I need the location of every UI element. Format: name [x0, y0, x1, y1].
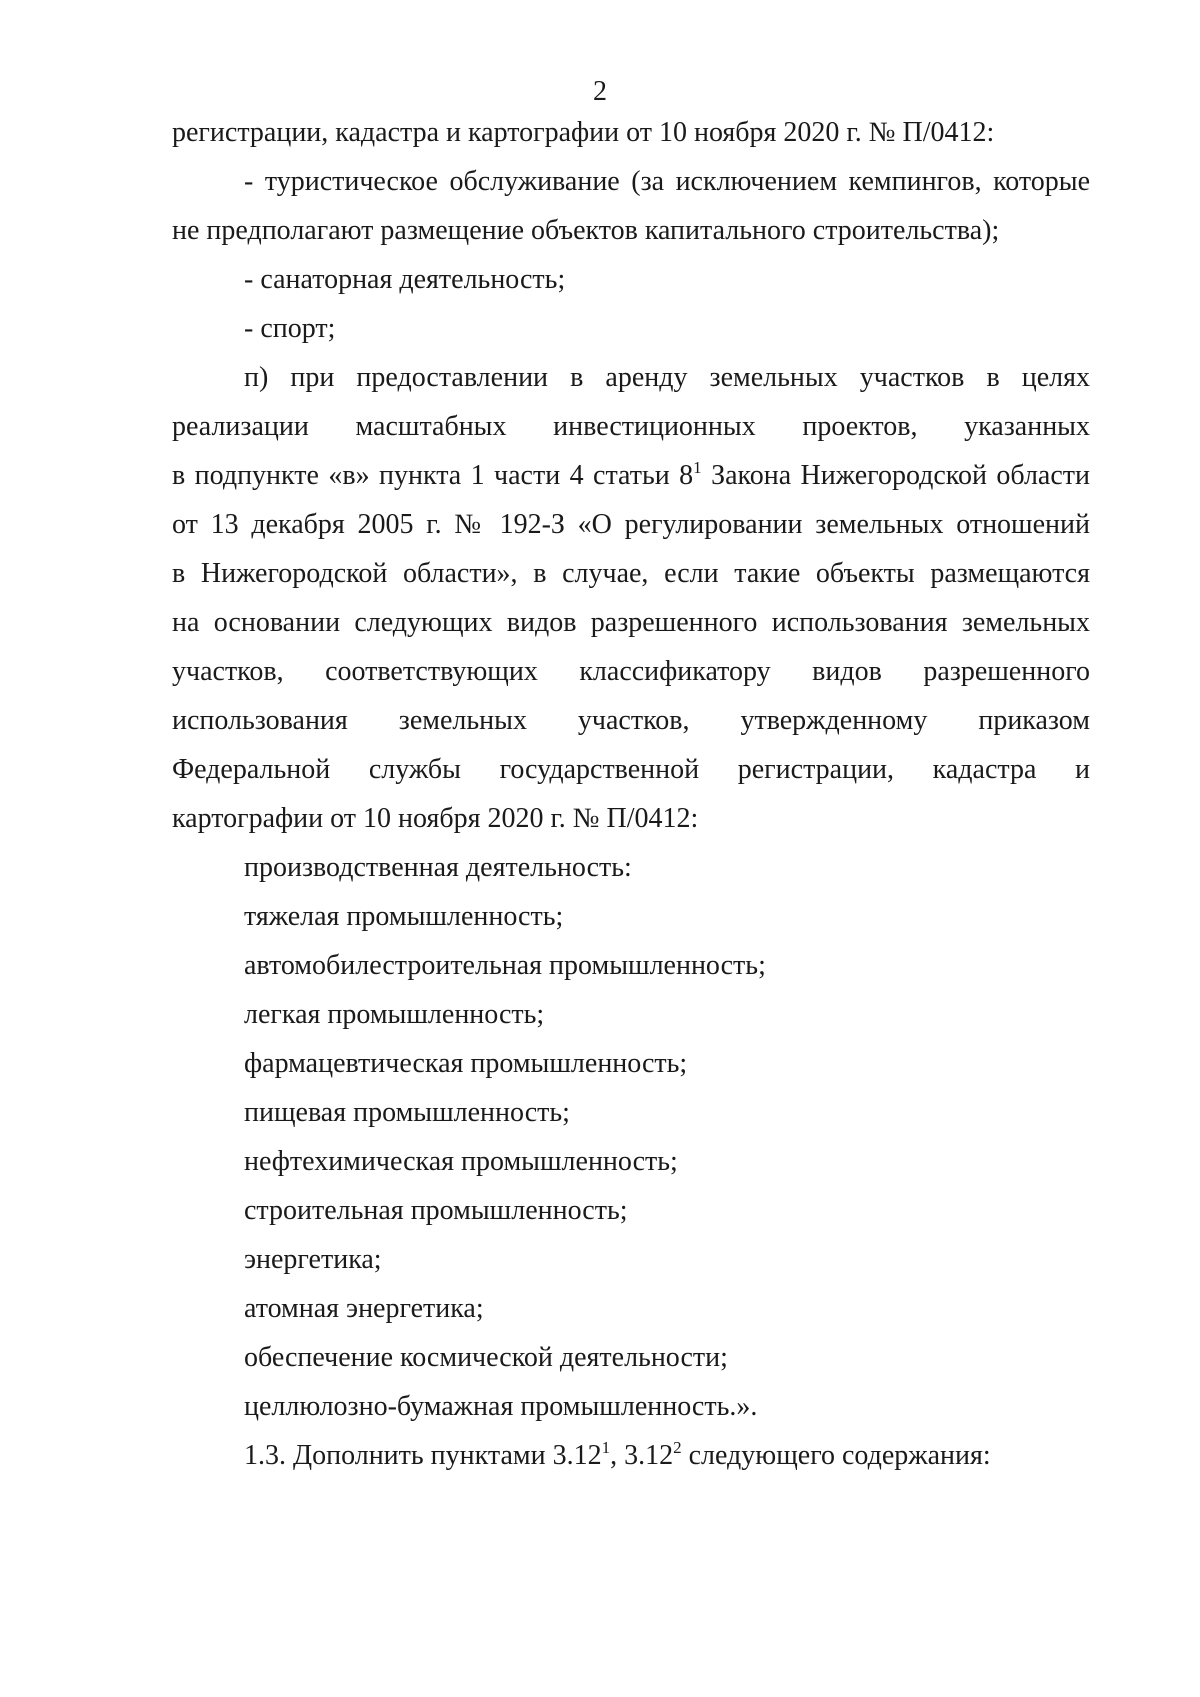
list-item: легкая промышленность;: [244, 999, 545, 1030]
superscript: 1: [693, 458, 702, 477]
section-1-3-heading: [244, 1431, 1090, 1480]
text-segment: Закона Нижегородской области: [701, 460, 1090, 491]
list-item-tourism: - туристическое обслуживание (за исключением кемпингов, которые: [244, 166, 1090, 197]
list-item-sport: - спорт;: [244, 313, 336, 344]
text-line: Федеральной службы государственной регистрации, кадастра и: [172, 754, 1090, 785]
list-item: энергетика;: [244, 1244, 382, 1275]
text-line: регистрации, кадастра и картографии от 10 ноября 2020 г. № П/0412:: [172, 117, 995, 148]
text-segment: следующего содержания:: [681, 1440, 991, 1471]
list-item: производственная деятельность:: [244, 852, 632, 883]
list-item: фармацевтическая промышленность;: [244, 1048, 688, 1079]
text-line: реализации масштабных инвестиционных проектов, указанных: [172, 411, 1090, 442]
list-item: пищевая промышленность;: [244, 1097, 570, 1128]
list-item: автомобилестроительная промышленность;: [244, 950, 766, 981]
text-segment: , 3.12: [610, 1440, 674, 1471]
text-line: от 13 декабря 2005 г. № 192-З «О регулировании земельных отношений: [172, 509, 1090, 540]
list-item: целлюлозно-бумажная промышленность.».: [244, 1391, 758, 1422]
text-line: в Нижегородской области», в случае, если такие объекты размещаются: [172, 558, 1090, 589]
list-item: нефтехимическая промышленность;: [244, 1146, 678, 1177]
superscript: 1: [601, 1438, 611, 1457]
list-item: атомная энергетика;: [244, 1293, 484, 1324]
list-item: обеспечение космической деятельности;: [244, 1342, 728, 1373]
paragraph-p-start: п) при предоставлении в аренду земельных участков в целях: [244, 362, 1090, 393]
page-number: 2: [593, 76, 607, 107]
list-item: тяжелая промышленность;: [244, 901, 564, 932]
text-line: на основании следующих видов разрешенного использования земельных: [172, 607, 1090, 638]
document-body: [172, 108, 1090, 1480]
text-line: [172, 451, 1090, 500]
text-line: не предполагают размещение объектов капитального строительства);: [172, 215, 1000, 246]
list-item-sanatorium: - санаторная деятельность;: [244, 264, 566, 295]
text-segment: 1.3. Дополнить пунктами 3.12: [244, 1440, 602, 1471]
text-line: использования земельных участков, утвержденному приказом: [172, 705, 1090, 736]
text-line: участков, соответствующих классификатору видов разрешенного: [172, 656, 1090, 687]
text-line: картографии от 10 ноября 2020 г. № П/0412:: [172, 803, 699, 834]
text-segment: в подпункте «в» пункта 1 части 4 статьи 8: [172, 460, 694, 491]
list-item: строительная промышленность;: [244, 1195, 628, 1226]
superscript: 2: [673, 1438, 682, 1457]
